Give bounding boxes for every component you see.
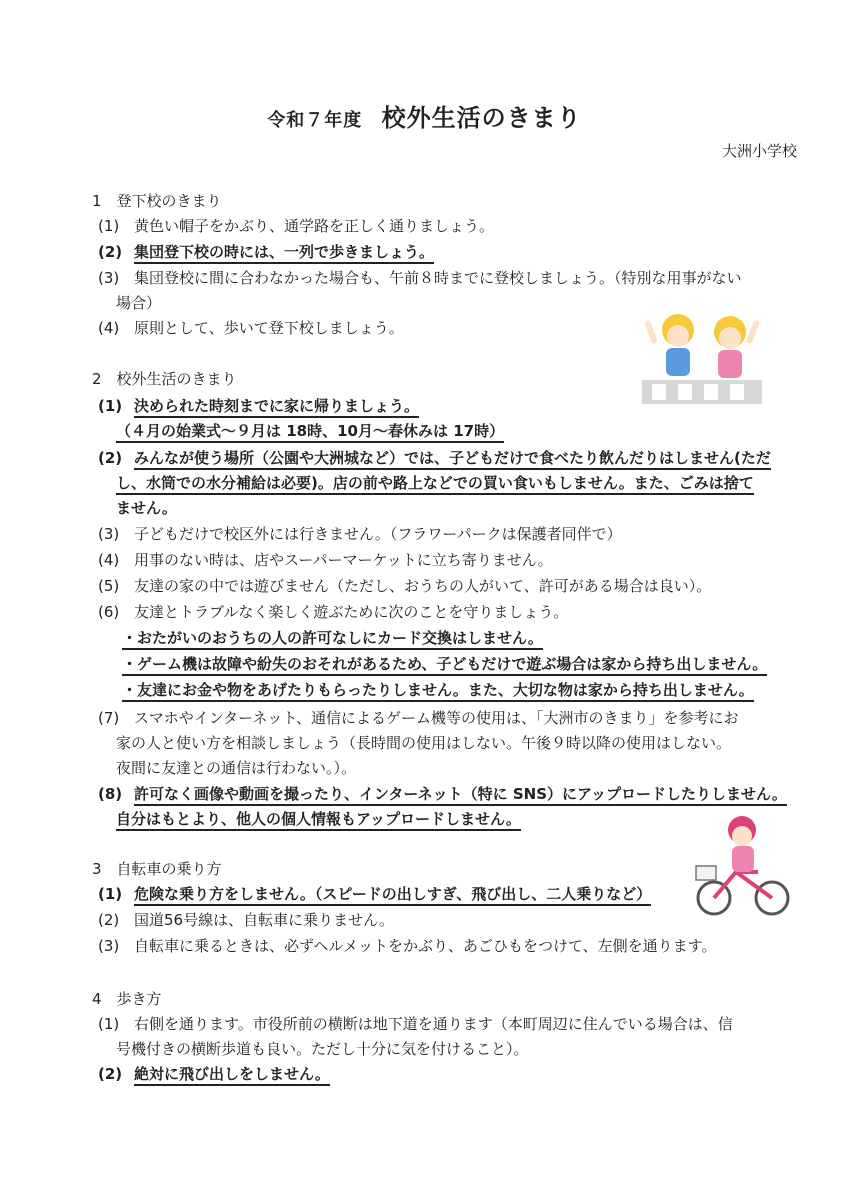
list-item: (5) 友達の家の中では遊びません（ただし、おうちの人がいて、許可がある場合は良い）。 xyxy=(98,577,712,595)
rule-bullet: ・おたがいのおうちの人の許可なしにカード交換はしません。 xyxy=(122,626,812,651)
section-heading-2: 2 校外生活のきまり xyxy=(92,370,237,388)
list-item: (3) 子どもだけで校区外には行きません。（フラワーパークは保護者同伴で） xyxy=(98,525,622,543)
section-heading-1: 1 登下校のきまり xyxy=(92,192,222,210)
list-item: (1) 右側を通ります。市役所前の横断は地下道を通ります（本町周辺に住んでいる場合は、信 号機付きの横断歩道も良い。ただし十分に気を付けること）。 xyxy=(98,1015,733,1058)
bicycle-illustration xyxy=(688,812,796,920)
rule-bullet: ・友達にお金や物をあげたりもらったりしません。また、大切な物は家から持ち出しません。 xyxy=(122,678,812,703)
list-item: (2) 集団登下校の時には、一列で歩きましょう。 xyxy=(98,240,798,265)
list-item: (3) 集団登校に間に合わなかった場合も、午前８時までに登校しましょう。（特別な用事がない 場合） xyxy=(98,269,742,312)
list-item: (1) 決められた時刻までに家に帰りましょう。 （４月の始業式～９月は 18時、10月～春休みは 17時） xyxy=(98,394,798,444)
list-item: (4) 用事のない時は、店やスーパーマーケットに立ち寄りません。 xyxy=(98,551,553,569)
list-item: (1) 危険な乗り方をしません。（スピードの出しすぎ、飛び出し、二人乗りなど） xyxy=(98,882,678,907)
rule-bullet: ・ゲーム機は故障や紛失のおそれがあるため、子どもだけで遊ぶ場合は家から持ち出しません。 xyxy=(122,652,812,677)
title-year: 令和７年度 xyxy=(267,110,363,131)
list-item: (2) 絶対に飛び出しをしません。 xyxy=(98,1062,798,1087)
list-item: (2) みんなが使う場所（公園や大洲城など）では、子どもだけで食べたり飲んだりはしません(ただ し、水筒での水分補給は必要)。店の前や路上などでの買い食いもしません。また、ごみは捨て ません。 xyxy=(98,449,771,517)
title-main: 校外生活のきまり xyxy=(381,104,582,132)
list-item: (4) 原則として、歩いて登下校しましょう。 xyxy=(98,319,404,337)
list-item: (1) 黄色い帽子をかぶり、通学路を正しく通りましょう。 xyxy=(98,217,495,235)
section-heading-4: 4 歩き方 xyxy=(92,990,162,1008)
section-heading-3: 3 自転車の乗り方 xyxy=(92,860,222,878)
list-item: (7) スマホやインターネット、通信によるゲーム機等の使用は、「大洲市のきまり」を参考にお 家の人と使い方を相談しましょう（長時間の使用はしない。午後９時以降の使用はしない。 夜間に友達との通信は行わない。）。 xyxy=(98,709,739,777)
list-item: (8) 許可なく画像や動画を撮ったり、インターネット（特に SNS）にアップロードしたりしません。 自分はもとより、他人の個人情報もアップロードしません。 xyxy=(98,782,810,832)
list-item: (3) 自転車に乗るときは、必ずヘルメットをかぶり、あごひもをつけて、左側を通ります。 xyxy=(98,937,717,955)
document-title xyxy=(0,98,849,133)
list-item: (2) 国道56号線は、自転車に乗りません。 xyxy=(98,911,394,929)
school-name: 大洲小学校 xyxy=(721,142,797,160)
list-item: (6) 友達とトラブルなく楽しく遊ぶために次のことを守りましょう。 xyxy=(98,603,569,621)
